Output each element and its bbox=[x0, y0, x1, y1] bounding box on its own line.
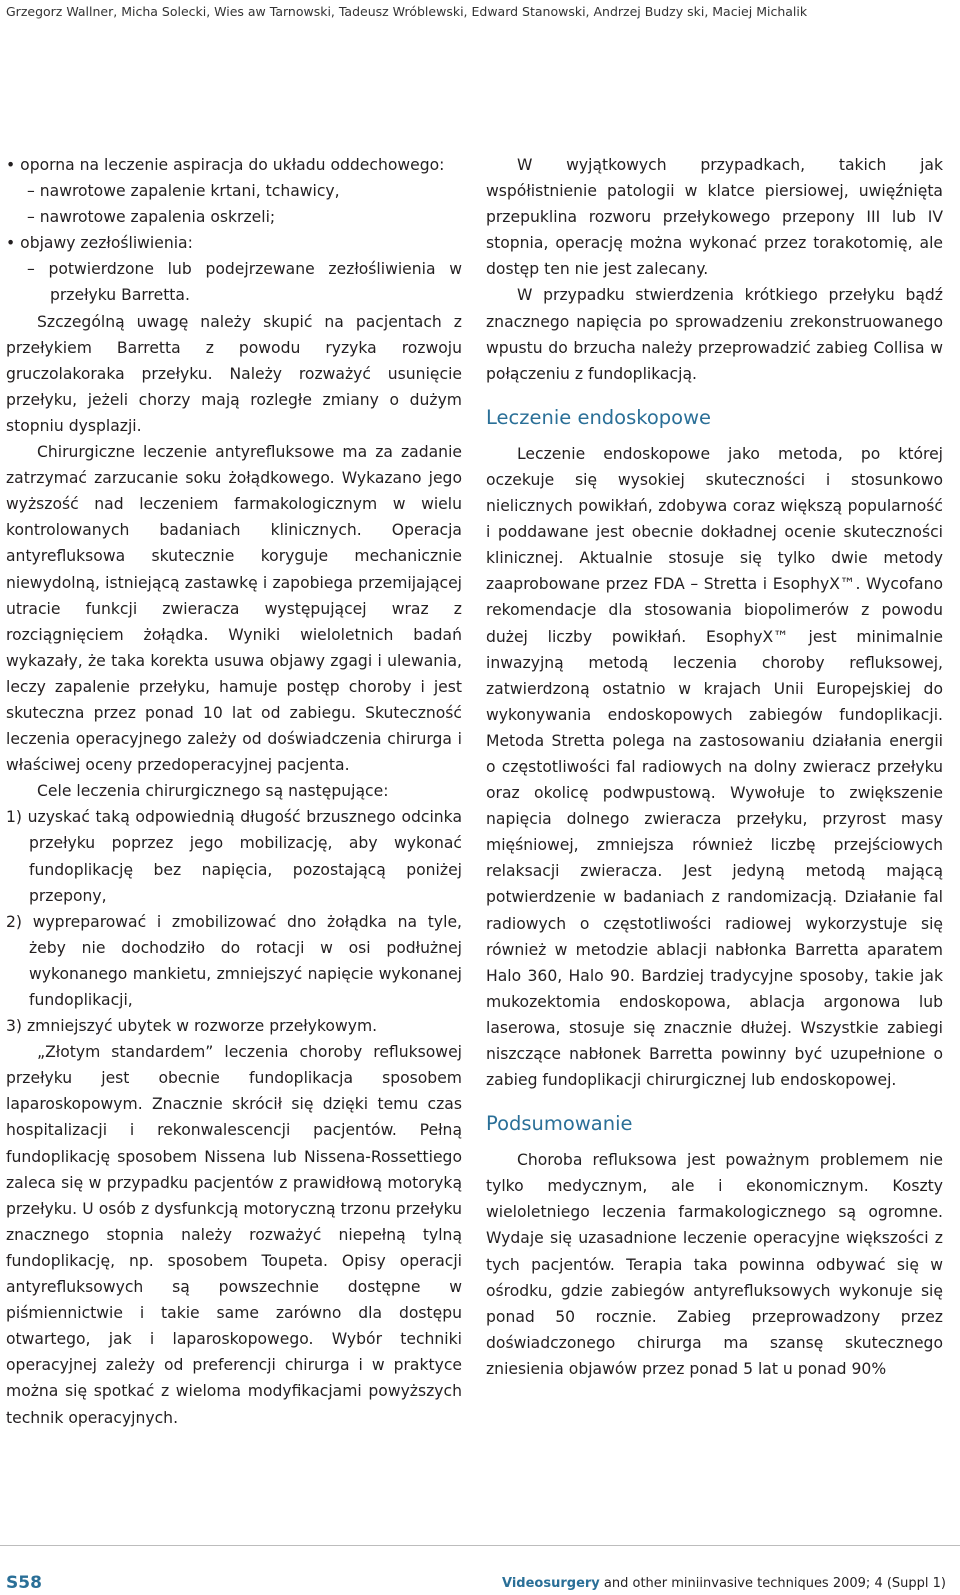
paragraph-summary: Choroba refluksowa jest poważnym problemem nie tylko medycznym, ale i ekonomicznym. Koszty wieloletniego leczenia farmakologicznego są ogromne. Wydaje się uzasadnione leczenie operacyjne większości z tych pacjentów. Terapia taka powinna odbywać się w ośrodku, gdzie zabiegów antyrefluksowych wykonuje się ponad 50 rocznie. Zabieg przeprowadzony przez doświadczonego chirurga ma szansę skutecznego zniesienia objawów przez ponad 5 lat u ponad 90% bbox=[486, 1151, 943, 1378]
journal-issue: and other miniinvasive techniques 2009; 4 (Suppl 1) bbox=[599, 1576, 946, 1591]
paragraph-goals-intro: Cele leczenia chirurgicznego są następujące: bbox=[37, 782, 389, 801]
dash-bronchitis: – nawrotowe zapalenia oskrzeli; bbox=[27, 208, 276, 227]
paragraph-thoracotomy: W wyjątkowych przypadkach, takich jak współistnienie patologii w klatce piersiowej, uwięźnięta przepuklina rozworu przełykowego przepony III lub IV stopnia, operację można wykonać przez torakotomię, ale dostęp ten nie jest zalecany. bbox=[486, 156, 943, 279]
paragraph-barrett-attention: Szczególną uwagę należy skupić na pacjentach z przełykiem Barretta z powodu ryzyka rozwoju gruczolakoraka przełyku. Należy rozważyć usunięcie przełyku, jeżeli chorzy mają rozległe zmiany o dużym stopniu dysplazji. bbox=[6, 312, 462, 435]
right-column bbox=[486, 152, 943, 1382]
running-head-authors: Grzegorz Wallner, Micha Solecki, Wies aw Tarnowski, Tadeusz Wróblewski, Edward Stanowski, Andrzej Budzy ski, Maciej Michalik bbox=[6, 4, 808, 19]
paragraph-endoscopic: Leczenie endoskopowe jako metoda, po której oczekuje się wysokiej skuteczności i stosunkowo nielicznych powikłań, zdobywa coraz większą popularność i poddawane jest obecnie dokładnej ocenie skuteczności klinicznej. Aktualnie stosuje się tylko dwie metody zaaprobowane przez FDA – Stretta i EsophyX™. Wycofano rekomendacje dla stosowania biopolimerów z powodu dużej liczby powikłań. EsophyX™ jest minimalnie inwazyjną metodą leczenia choroby refluksowej, zatwierdzoną ostatnio w krajach Unii Europejskiej do wykonywania endoskopowych zabiegów fundoplikacji. Metoda Stretta polega na zastosowaniu działania energii o częstotliwości fal radiowych na dolny zwieracz przełyku oraz okolicę podwpustową. Wywołuje to zwiększenie napięcia dolnego zwieracza przełyku, przyrost masy mięśniowej, zmniejsza również liczbę przejściowych relaksacji zwieracza. Jest jedyną metodą mającą potwierdzenie w badaniach z randomizacją. Działanie fal radiowych o częstotliwości radiowej wykorzystuje się również w metodzie ablacji nabłonka Barretta aparatem Halo 360, Halo 90. Bardziej tradycyjne sposoby, takie jak mukozektomia endoskopowa, ablacja argonowa lub laserowa, stosuje się znacznie dłużej. Wszystkie zabiegi niszczące nabłonek Barretta powinny być uzupełnione o zabieg fundoplikacji chirurgicznej lub endoskopowej. bbox=[486, 444, 943, 1090]
dash-laryngitis: – nawrotowe zapalenie krtani, tchawicy, bbox=[27, 182, 340, 201]
left-column bbox=[6, 152, 462, 1431]
paragraph-collis: W przypadku stwierdzenia krótkiego przełyku bądź znacznego napięcia po sprowadzeniu zrekonstruowanego wpustu do brzucha należy przeprowadzić zabieg Collisa w połączeniu z fundoplikacją. bbox=[486, 286, 943, 383]
paragraph-surgical-treatment: Chirurgiczne leczenie antyrefluksowe ma za zadanie zatrzymać zarzucanie soku żołądkowego. Wykazano jego wyższość nad leczeniem farmakologicznym w wielu kontrolowanych badaniach klinicznych. Operacja antyrefluksowa skutecznie koryguje mechanicznie niewydolną, istniejącą zastawkę i zapobiega przemijającej utracie funkcji zwieracza występującej wraz z rozciągnięciem żołądka. Wyniki wieloletnich badań wykazały, że taka korekta usuwa objawy zgagi i ulewania, leczy zapalenie przełyku, hamuje postęp choroby i jest skuteczna przez ponad 10 lat od zabiegu. Skuteczność leczenia operacyjnego zależy od doświadczenia chirurga i właściwej oceny przedoperacyjnej pacjenta. bbox=[6, 443, 462, 775]
heading-endoscopic-treatment: Leczenie endoskopowe bbox=[486, 405, 712, 429]
goal-item-2: 2) wypreparować i zmobilizować dno żołądka na tyle, żeby nie dochodziło do rotacji w osi podłużnej wykonanego mankietu, zmniejszyć napięcie wykonanej fundoplikacji, bbox=[6, 912, 462, 1009]
bullet-aspiration: • oporna na leczenie aspiracja do układu oddechowego: bbox=[6, 156, 445, 174]
heading-summary: Podsumowanie bbox=[486, 1112, 633, 1136]
paragraph-gold-standard: „Złotym standardem” leczenia choroby refluksowej przełyku jest obecnie fundoplikacja sposobem laparoskopowym. Znacznie skrócił się dzięki temu czas hospitalizacji i rekonwalescencji pacjentów. Pełną fundoplikację sposobem Nissena lub Nissena-Rossettiego zaleca się w przypadku pacjentów z prawidłową motoryką przełyku. U osób z dysfunkcją motoryczną trzonu przełyku znacznego stopnia należy rozważyć niepełną tylną fundoplikację, np. sposobem Toupeta. Opisy operacji antyrefluksowych są powszechnie dostępne w piśmiennictwie i takie same zarówno dla dostępu otwartego, jak i laparoskopowego. Wybór techniki operacyjnej zależy od preferencji chirurga i w praktyce można się spotkać z wieloma modyfikacjami powyższych technik operacyjnych. bbox=[6, 1043, 462, 1427]
footer-divider bbox=[0, 1545, 960, 1546]
bullet-malignancy: • objawy zezłośliwienia: bbox=[6, 234, 193, 253]
dash-barrett: – potwierdzone lub podejrzewane zezłośliwienia w przełyku Barretta. bbox=[27, 260, 462, 305]
page-number: S58 bbox=[6, 1573, 42, 1593]
journal-name: Videosurgery bbox=[502, 1576, 600, 1591]
goal-item-1: 1) uzyskać taką odpowiednią długość brzusznego odcinka przełyku poprzez jego mobilizację, aby wykonać fundoplikację bez napięcia, pozostającą poniżej przepony, bbox=[6, 808, 462, 905]
journal-citation bbox=[502, 1576, 946, 1591]
goal-item-3: 3) zmniejszyć ubytek w rozworze przełykowym. bbox=[6, 1017, 378, 1036]
